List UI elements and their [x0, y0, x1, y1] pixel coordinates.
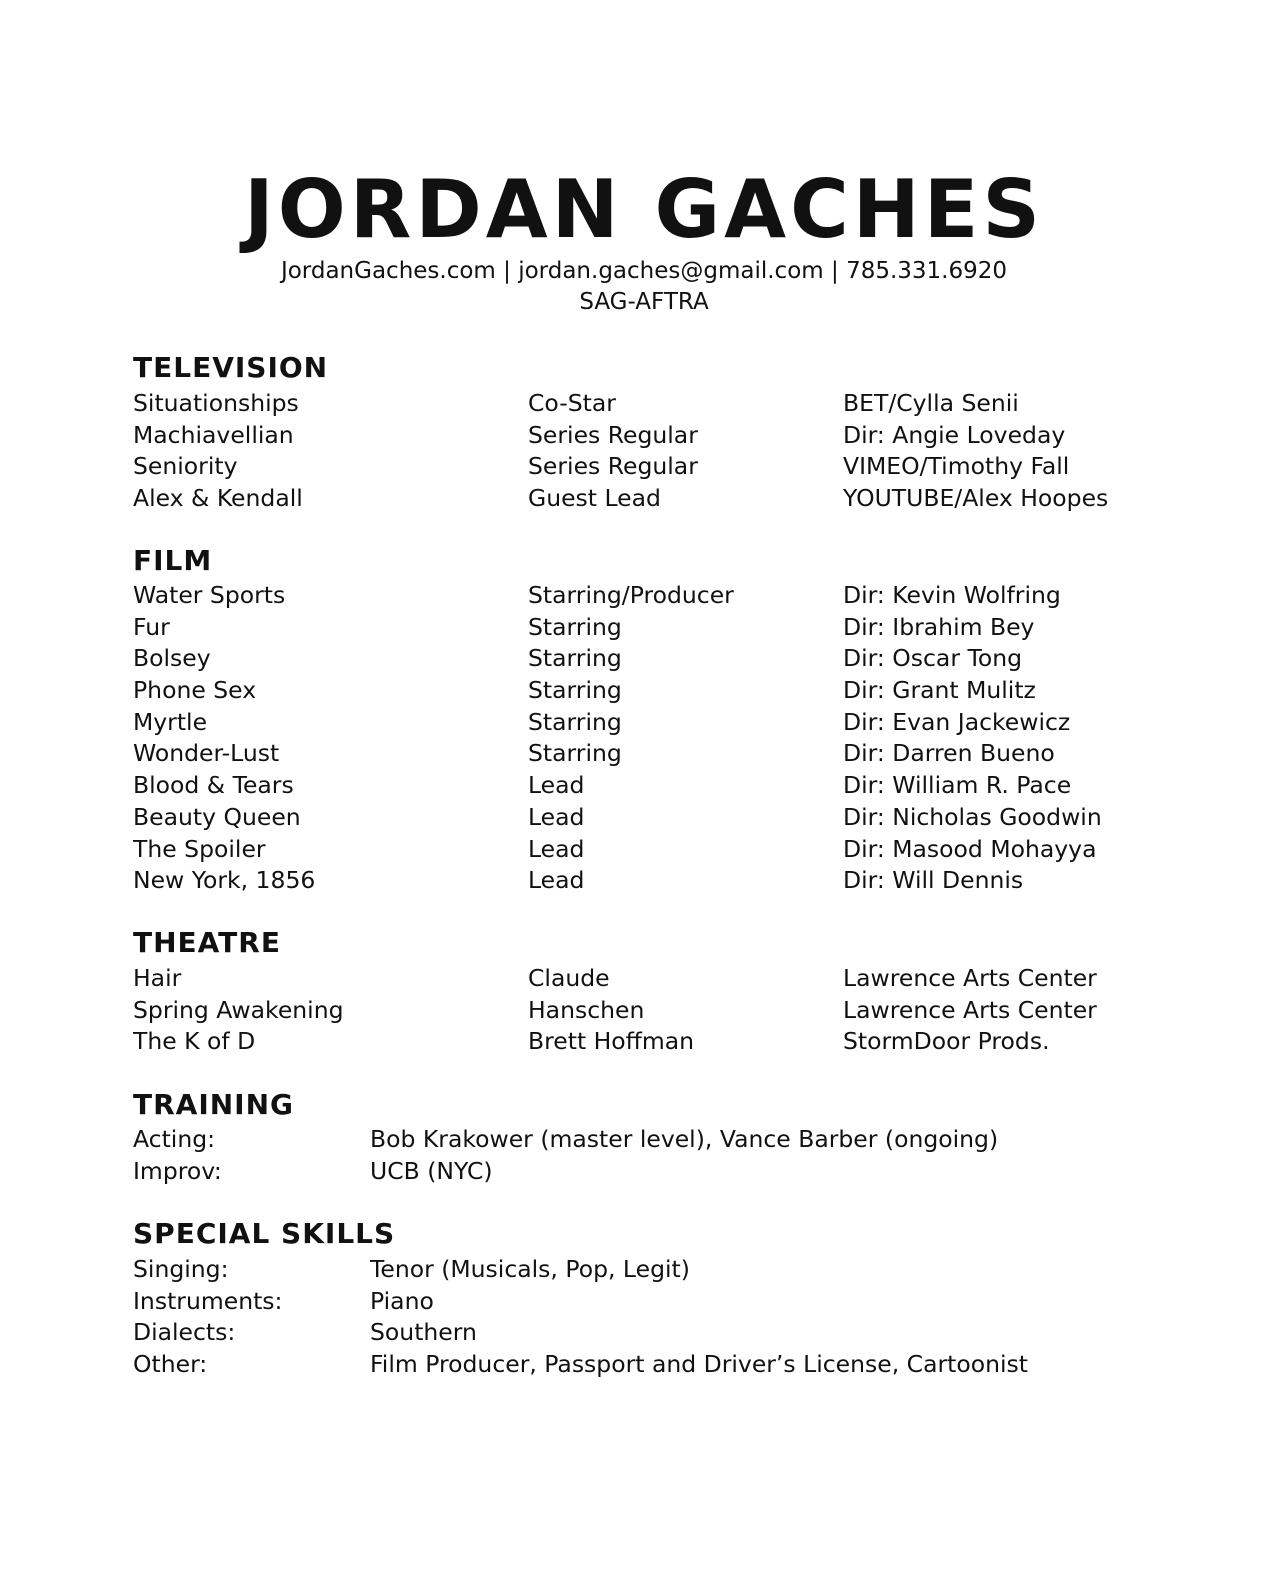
film-credits	[133, 580, 1233, 897]
credit-row	[133, 865, 1233, 897]
skills-list	[133, 1254, 1233, 1381]
training-row	[133, 1124, 1233, 1156]
phone-number: 785.331.6920	[846, 258, 1008, 284]
credit-project: Situationships	[133, 389, 299, 417]
contact-line	[0, 256, 1288, 287]
credit-row	[133, 995, 1233, 1027]
credit-director: VIMEO/Timothy Fall	[843, 452, 1070, 481]
section-title-television: TELEVISION	[133, 351, 329, 384]
section-title-theatre: THEATRE	[133, 926, 281, 959]
credit-row	[133, 483, 1233, 515]
contact-block	[0, 256, 1288, 318]
credit-row	[133, 580, 1233, 612]
credit-row	[133, 451, 1233, 483]
credit-director: Dir: Masood Mohayya	[843, 834, 1097, 863]
skill-label: Other:	[133, 1350, 208, 1379]
credit-project: Water Sports	[133, 581, 286, 609]
credit-role: Co-Star	[528, 389, 616, 417]
skill-row	[133, 1349, 1233, 1381]
credit-director: Dir: Will Dennis	[843, 866, 1024, 895]
credit-project: Wonder-Lust	[133, 739, 280, 768]
training-row	[133, 1156, 1233, 1188]
credit-row	[133, 770, 1233, 802]
credit-project: Hair	[133, 964, 182, 992]
credit-venue: Lawrence Arts Center	[843, 964, 1097, 992]
email-link[interactable]: jordan.gaches@gmail.com	[518, 258, 824, 284]
skill-label: Instruments:	[133, 1286, 283, 1315]
website-link[interactable]: JordanGaches.com	[280, 258, 496, 284]
section-title-training: TRAINING	[133, 1088, 295, 1121]
credit-director: BET/Cylla Senii	[843, 389, 1019, 417]
credit-project: Myrtle	[133, 707, 208, 736]
credit-role: Starring	[528, 707, 622, 736]
credit-role: Brett Hoffman	[528, 1027, 695, 1056]
credit-role: Guest Lead	[528, 484, 661, 513]
credit-row	[133, 1026, 1233, 1058]
contact-separator: |	[495, 258, 519, 284]
credit-role: Lead	[528, 802, 585, 831]
skill-row	[133, 1286, 1233, 1318]
credit-director: Dir: William R. Pace	[843, 771, 1072, 800]
training-value: Bob Krakower (master level), Vance Barber (ongoing)	[370, 1125, 999, 1153]
section-title-film: FILM	[133, 544, 213, 577]
credit-director: Dir: Nicholas Goodwin	[843, 802, 1102, 831]
credit-project: Seniority	[133, 452, 238, 481]
credit-project: New York, 1856	[133, 866, 316, 895]
credit-role: Starring	[528, 676, 622, 705]
credit-role: Lead	[528, 834, 585, 863]
skill-row	[133, 1254, 1233, 1286]
credit-row	[133, 963, 1233, 995]
credit-row	[133, 420, 1233, 452]
credit-project: Beauty Queen	[133, 802, 301, 831]
credit-role: Hanschen	[528, 995, 645, 1024]
credit-project: Bolsey	[133, 644, 211, 673]
credit-role: Claude	[528, 964, 610, 992]
credit-role: Starring	[528, 739, 622, 768]
credit-row	[133, 388, 1233, 420]
credit-director: Dir: Kevin Wolfring	[843, 581, 1061, 609]
section-title-special-skills: SPECIAL SKILLS	[133, 1217, 396, 1250]
credit-row	[133, 738, 1233, 770]
actor-name: JORDAN GACHES	[243, 163, 1044, 256]
credit-row	[133, 643, 1233, 675]
credit-role: Lead	[528, 771, 585, 800]
credit-row	[133, 707, 1233, 739]
credit-director: Dir: Darren Bueno	[843, 739, 1055, 768]
credit-director: Dir: Evan Jackewicz	[843, 707, 1071, 736]
credit-project: The Spoiler	[133, 834, 266, 863]
credit-role: Starring/Producer	[528, 581, 734, 609]
credit-role: Lead	[528, 866, 585, 895]
training-label: Improv:	[133, 1156, 222, 1185]
training-list	[133, 1124, 1233, 1187]
skill-row	[133, 1317, 1233, 1349]
credit-project: Spring Awakening	[133, 995, 344, 1024]
credit-row	[133, 802, 1233, 834]
credit-role: Starring	[528, 612, 622, 641]
credit-director: Dir: Grant Mulitz	[843, 676, 1036, 705]
credit-row	[133, 675, 1233, 707]
credit-project: The K of D	[133, 1027, 256, 1056]
credit-project: Blood & Tears	[133, 771, 294, 800]
credit-venue: Lawrence Arts Center	[843, 995, 1097, 1024]
television-credits	[133, 388, 1233, 515]
skill-label: Singing:	[133, 1255, 229, 1283]
skill-label: Dialects:	[133, 1318, 236, 1347]
training-value: UCB (NYC)	[370, 1156, 493, 1185]
skill-value: Piano	[370, 1286, 434, 1315]
credit-venue: StormDoor Prods.	[843, 1027, 1050, 1056]
skill-value: Film Producer, Passport and Driver’s License, Cartoonist	[370, 1350, 1028, 1379]
skill-value: Southern	[370, 1318, 477, 1347]
credit-project: Machiavellian	[133, 420, 294, 449]
contact-separator: |	[823, 258, 847, 284]
skill-value: Tenor (Musicals, Pop, Legit)	[370, 1255, 690, 1283]
credit-project: Alex & Kendall	[133, 484, 303, 513]
credit-project: Fur	[133, 612, 170, 641]
union-affiliation: SAG-AFTRA	[579, 289, 709, 315]
credit-row	[133, 612, 1233, 644]
credit-director: Dir: Angie Loveday	[843, 420, 1066, 449]
credit-role: Starring	[528, 644, 622, 673]
credit-role: Series Regular	[528, 452, 698, 481]
credit-director: Dir: Oscar Tong	[843, 644, 1023, 673]
credit-director: YOUTUBE/Alex Hoopes	[843, 484, 1109, 513]
credit-role: Series Regular	[528, 420, 698, 449]
credit-director: Dir: Ibrahim Bey	[843, 612, 1035, 641]
credit-row	[133, 834, 1233, 866]
theatre-credits	[133, 963, 1233, 1058]
credit-project: Phone Sex	[133, 676, 257, 705]
training-label: Acting:	[133, 1125, 216, 1153]
